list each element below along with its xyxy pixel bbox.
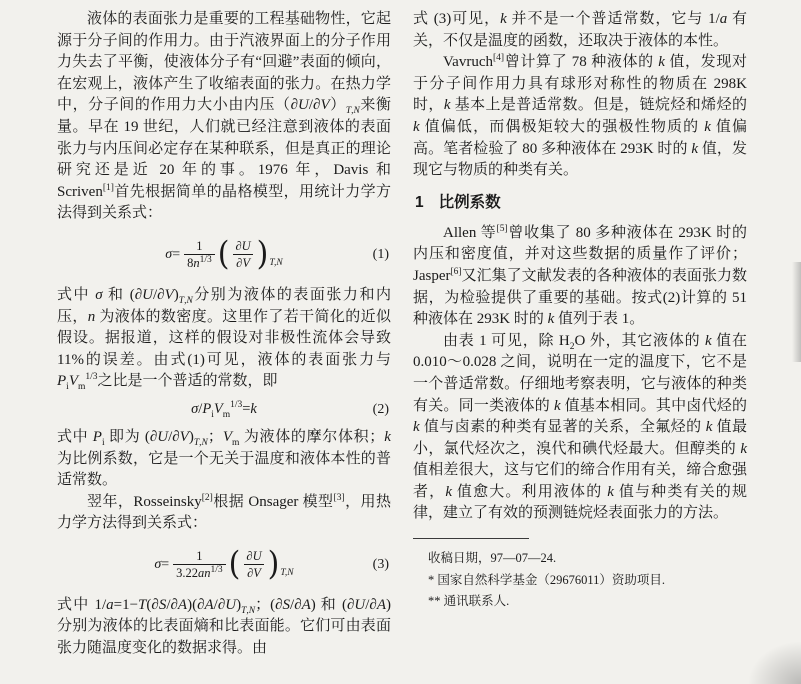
footnote-divider (413, 538, 529, 539)
sigma-equals: σ= (154, 557, 170, 573)
left-column (57, 9, 391, 660)
footnote-received-date: 收稿日期，97—07—24. (428, 551, 557, 566)
equation-number: (2) (372, 402, 389, 418)
equation-2-body: $\sigma/P_iV_m^{1/3}=k$ (191, 400, 257, 420)
section-title: 比例系数 (438, 193, 501, 211)
section-heading-1 (415, 192, 747, 214)
after-eq2-paragraph: 式中 $P_i$ 即为 $(\partial U/\partial V)_{T,N}$；$V_m$ 为液体的摩尔体积；k 为比例系数，它是一个无关于温度和液体本性的普适常数。 (57, 428, 391, 489)
scan-artifact-right-edge (792, 262, 801, 362)
coefficient-fraction: $\frac{1}{8n^{1/3}}$ (184, 238, 215, 272)
after-eq1-paragraph: 式中 σ 和 $(\partial U/\partial V)_{T,N}$分别为液体的表面张力和内压，n 为液体的数密度。这里作了若干简化的近似假设。据报道，这样的假设对非极性流体会导致 11%的误差。由式(1)可见，液体的表面张力与 $P_iV_m^{1/3}$之比是一个普适的常数，即 (57, 286, 391, 393)
open-paren: ( (228, 545, 241, 584)
equation-number: (3) (372, 557, 389, 573)
subscript-TN: T,N (269, 258, 283, 269)
coefficient-fraction: $\frac{1}{3.22an^{1/3}}$ (173, 548, 226, 582)
sigma-equals: σ= (165, 247, 181, 263)
footnote-funding: * 国家自然科学基金（29676011）资助项目. (428, 572, 666, 587)
after-eq3-paragraph: 式中 $1/a=1-T(\partial S/\partial A)(\partial A/\partial U)_{T,N}$；(∂S/∂A) 和 (∂U/∂A) 分别为液体的比表面熵和比表面能。它们可由表面张力随温度变化的数据求得。由 (57, 596, 392, 657)
subscript-TN: T,N (280, 568, 294, 579)
close-paren: ) (256, 235, 269, 274)
equation-3 (57, 543, 391, 587)
equation-2 (57, 398, 391, 422)
scan-artifact-bottom-corner (749, 642, 801, 684)
equation-number: (1) (372, 247, 389, 263)
equation-1 (57, 233, 391, 277)
intro-paragraph: 液体的表面张力是重要的工程基础物性，它起源于分子间的作用力。由于汽液界面上的分子作用力失去了平衡，使液体分子有“回避”表面的倾向，在宏观上，液体产生了收缩表面的张力。在热力学中，分子间的作用力大小由内压$(\partial U/\partial V)_{T,N}$来衡量。早在 19 世纪，人们就已经注意到液体的表面张力与内压间必定存在某种联系，但是真正的理论研究还是近 20 年的事。1976 年，Davis 和 Scriven[1]首先根据简单的晶格模型，用统计力学方法得到关系式： (57, 11, 391, 222)
vavruch-paragraph: Vavruch[4]曾计算了 78 种液体的 k 值，发现对于分子间作用力具有球形对称性的物质在 298K 时，k 基本上是普适常数。但是，链烷烃和烯烃的 k 值偏低，而偶极矩较大的强极性物质的 k 值偏高。笔者检验了 80 多种液体在 293K 时的 k 值，发现它与物质的种类有关。 (413, 53, 747, 179)
rosseinsky-paragraph: 翌年，Rosseinsky[2]根据 Onsager 模型[3]，用热力学方法得到关系式： (57, 492, 391, 532)
footnotes (413, 548, 747, 613)
close-paren: ) (267, 545, 280, 584)
partial-derivative-fraction: $\frac{\partial U}{\partial V}$ (232, 238, 253, 272)
equation-1-body (165, 235, 283, 274)
partial-derivative-fraction: $\frac{\partial U}{\partial V}$ (243, 548, 264, 582)
continuation-paragraph: 式 (3)可见，k 并不是一个普适常数，它与 1/a 有关，不仅是温度的函数，还取决于液体的本性。 (413, 11, 747, 49)
open-paren: ( (217, 235, 230, 274)
section-number: 1 (415, 193, 424, 211)
footnote-corresponding-author: ** 通讯联系人. (428, 594, 510, 609)
table1-discussion-paragraph: 由表 1 可见，除 $H_2O$ 外，其它液体的 k 值在 0.010～0.028 之间，说明在一定的温度下，它不是一个普适常数。仔细地考察表明，它与液体的种类有关。同一类液体的 k 值基本相同。其中卤代烃的 k 值与卤素的种类有显著的关系，全氟烃的 k 值最小，氯代烃次之，溴代和碘代烃最大。但醇类的 k 值相差很大，这与它们的缔合作用有关，缔合愈强者，k 值愈大。利用液体的 k 值与种类有关的规律，建立了有效的预测链烷烃表面张力的方法。 (413, 332, 747, 522)
equation-3-body (154, 545, 294, 584)
right-column (413, 9, 747, 660)
allen-jasper-paragraph: Allen 等[5]曾收集了 80 多种液体在 293K 时的内压和密度值，并对这些数据的质量作了评价；Jasper[6]又汇集了文献发表的各种液体的表面张力数据，为检验提供了重要的基础。按式(2)计算的 51 种液体在 293K 时的 k 值列于表 1。 (413, 223, 747, 328)
